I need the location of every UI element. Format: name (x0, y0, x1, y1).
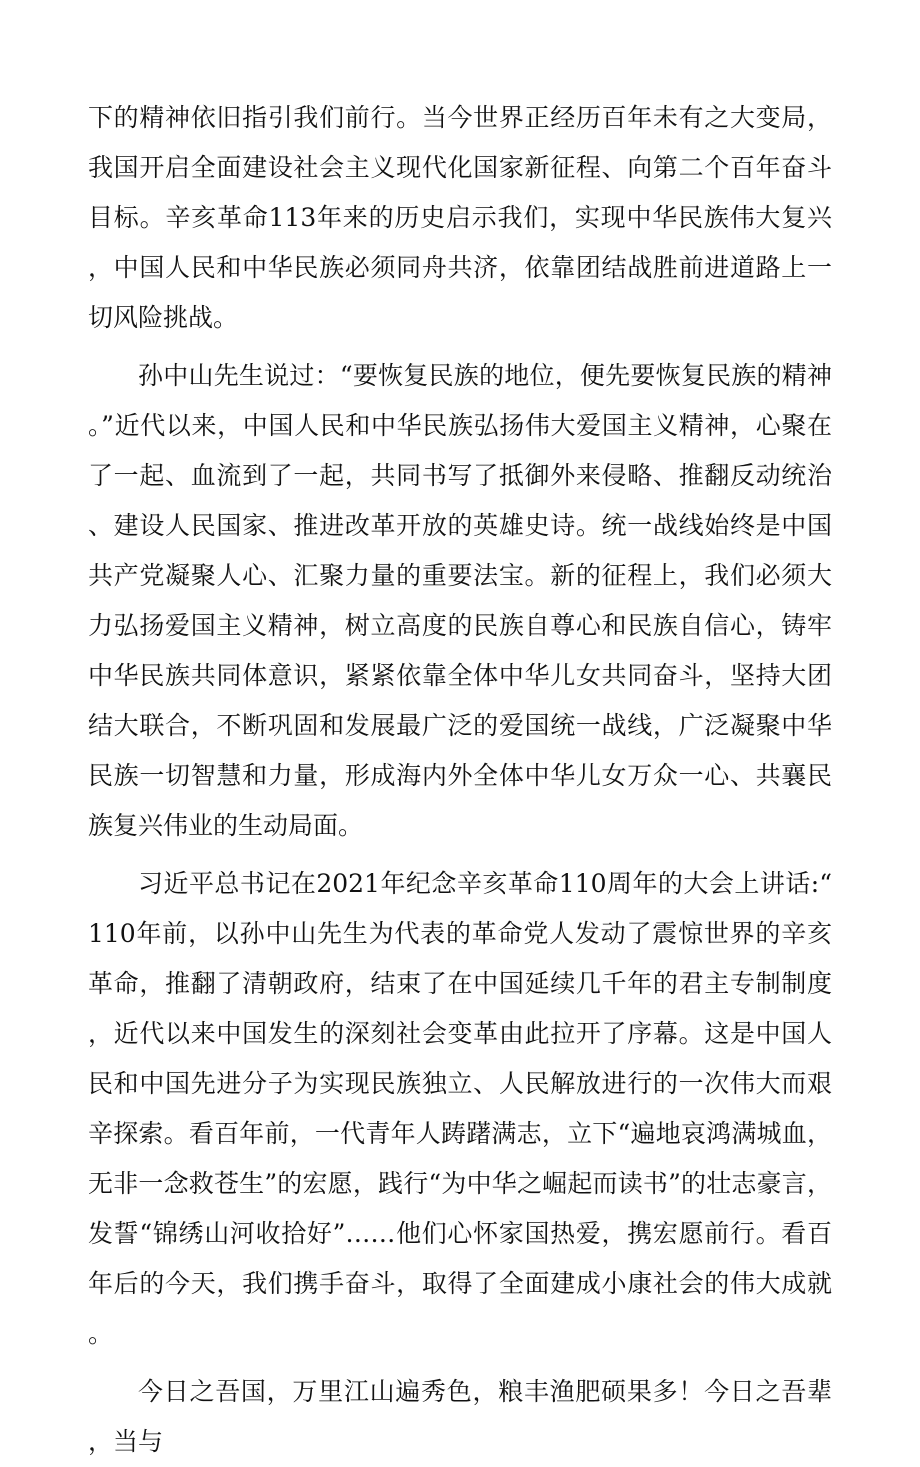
paragraph-3: 习近平总书记在2021年纪念辛亥革命110周年的大会上讲话:“110年前，以孙中山先生为代表的革命党人发动了震惊世界的辛亥革命，推翻了清朝政府，结束了在中国延续几千年的君主专制制度，近代以来中国发生的深刻社会变革由此拉开了序幕。这是中国人民和中国先进分子为实现民族独立、人民解放进行的一次伟大而艰辛探索。看百年前，一代青年人踌躇满志，立下“遍地哀鸿满城血，无非一念救苍生”的宏愿，践行“为中华之崛起而读书”的壮志豪言，发誓“锦绣山河收拾好”……他们心怀家国热爱，携宏愿前行。看百年后的今天，我们携手奋斗，取得了全面建成小康社会的伟大成就。 (88, 869, 832, 1348)
paragraph-2: 孙中山先生说过：“要恢复民族的地位，便先要恢复民族的精神。”近代以来，中国人民和中华民族弘扬伟大爱国主义精神，心聚在了一起、血流到了一起，共同书写了抵御外来侵略、推翻反动统治、建设人民国家、推进改革开放的英雄史诗。统一战线始终是中国共产党凝聚人心、汇聚力量的重要法宝。新的征程上，我们必须大力弘扬爱国主义精神，树立高度的民族自尊心和民族自信心，铸牢中华民族共同体意识，紧紧依靠全体中华儿女共同奋斗，坚持大团结大联合，不断巩固和发展最广泛的爱国统一战线，广泛凝聚中华民族一切智慧和力量，形成海内外全体中华儿女万众一心、共襄民族复兴伟业的生动局面。 (88, 361, 832, 840)
paragraph-4: 今日之吾国，万里江山遍秀色，粮丰渔肥硕果多！今日之吾辈，当与 (88, 1377, 832, 1456)
paragraph-1: 下的精神依旧指引我们前行。当今世界正经历百年未有之大变局，我国开启全面建设社会主义现代化国家新征程、向第二个百年奋斗目标。辛亥革命113年来的历史启示我们，实现中华民族伟大复兴，中国人民和中华民族必须同舟共济，依靠团结战胜前进道路上一切风险挑战。 (88, 103, 832, 332)
